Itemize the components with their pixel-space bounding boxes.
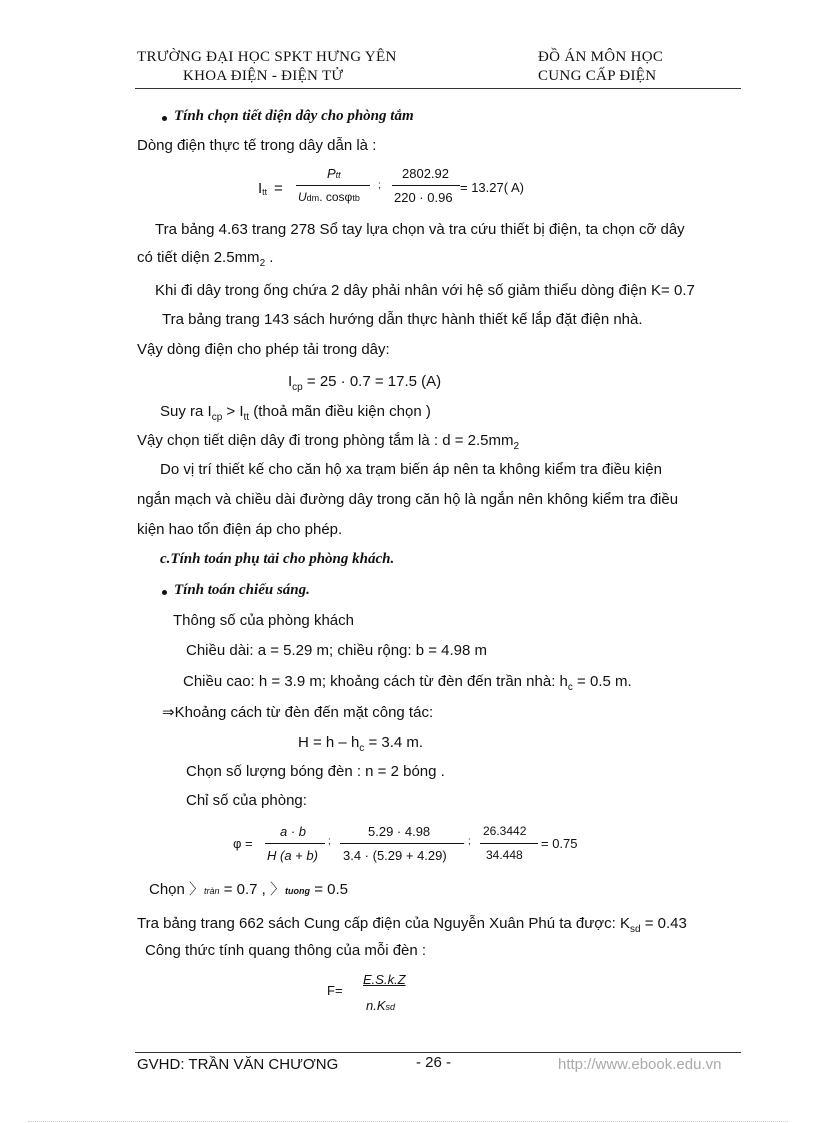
heading-lighting: Tính toán chiếu sáng.	[174, 582, 310, 598]
f1-result: = 13.27( A)	[460, 180, 524, 195]
text-length: Chiều dài: a = 5.29 m; chiều rộng: b = 4.98 m	[186, 642, 488, 659]
F-num: E.S.k.Z	[363, 972, 406, 987]
text-chon-rho: Chọn 〉tràn = 0.7 , 〉tuong = 0.5	[149, 881, 348, 898]
heading-living-room: c.Tính toán phụ tải cho phòng khách.	[160, 551, 395, 567]
footer-advisor: GVHD: TRẦN VĂN CHƯƠNG	[137, 1056, 339, 1073]
text-allow: Vậy dòng điện cho phép tải trong dây:	[137, 341, 390, 358]
header-rule	[135, 88, 741, 89]
text-table1: Tra bảng 4.63 trang 278 Sổ tay lựa chọn và tra cứu thiết bị điện, ta chọn cỡ dây	[155, 221, 685, 238]
phi-den2: 3.4 · (5.29 + 4.29)	[343, 848, 447, 863]
text-table2: Tra bảng trang 143 sách hướng dẫn thực hành thiết kế lắp đặt điện nhà.	[162, 311, 643, 328]
phi-fraction-line-1	[265, 843, 325, 844]
phi-fraction-line-3	[480, 843, 538, 844]
header-school: TRƯỜNG ĐẠI HỌC SPKT HƯNG YÊN	[137, 49, 397, 65]
page-edge-divider	[28, 1121, 788, 1122]
f1-sep: ;	[378, 180, 381, 191]
phi-result: = 0.75	[541, 836, 578, 851]
phi-sep2: ;	[468, 836, 471, 847]
formula-icp: $I_{cp} = 25 \cdot 0.7 = 17.5$ (A)	[288, 373, 442, 393]
f1-fraction-line-2	[392, 185, 460, 186]
phi-fraction-line-2	[340, 843, 464, 844]
f1-eq: =	[274, 180, 283, 197]
text-ksd: Tra bảng trang 662 sách Cung cấp điện của Nguyễn Xuân Phú ta được: $K_{sd} = 0.43$	[137, 915, 687, 935]
phi-den3: 34.448	[486, 848, 523, 862]
text-suy-ra: Suy ra $I_{cp} > I_{tt}$ (thoả mãn điều kiện chọn )	[160, 403, 431, 423]
bullet-icon	[162, 116, 167, 121]
footer-url: http://www.ebook.edu.vn	[558, 1056, 722, 1073]
text-distance: ⇒Khoảng cách từ đèn đến mặt công tác:	[162, 704, 434, 721]
footer-rule	[135, 1052, 741, 1053]
header-subject: CUNG CẤP ĐIỆN	[538, 68, 657, 84]
phi-sep1: ;	[328, 836, 331, 847]
text-pipe: Khi đi dây trong ống chứa 2 dây phải nhân với hệ số giảm thiểu dòng điện K= 0.7	[155, 282, 695, 299]
text-current: Dòng điện thực tế trong dây dẫn là :	[137, 137, 377, 154]
heading-bathroom: Tính chọn tiết diện dây cho phòng tắm	[174, 108, 414, 124]
phi-num2: 5.29 · 4.98	[368, 824, 431, 839]
phi-num1: a · b	[280, 824, 307, 839]
bullet-icon	[162, 590, 167, 595]
header-project: ĐỒ ÁN MÔN HỌC	[538, 49, 664, 65]
F-den: n.Ksd	[366, 998, 396, 1013]
text-loc3: kiện hao tổn điện áp cho phép.	[137, 521, 343, 538]
text-formula-intro: Công thức tính quang thông của mỗi đèn :	[145, 942, 427, 959]
text-params: Thông số của phòng khách	[173, 612, 354, 629]
page-number: - 26 -	[416, 1054, 452, 1071]
f1-num2: 2802.92	[402, 166, 449, 181]
f1-den2: 220 · 0.96	[394, 190, 453, 205]
formula-H: $H = h - h_c = 3.4$ m.	[298, 734, 424, 754]
text-loc1: Do vị trí thiết kế cho căn hộ xa trạm biến áp nên ta không kiểm tra điều kiện	[160, 461, 662, 478]
F-lhs: F=	[327, 983, 343, 998]
text-table1b: có tiết diện $2.5mm_2$ .	[137, 249, 274, 269]
text-choose: Vậy chọn tiết diện dây đi trong phòng tắm là : $d = 2.5mm_2$	[137, 432, 520, 452]
text-loc2: ngắn mạch và chiều dài đường dây trong căn hộ là ngắn nên không kiểm tra điều	[137, 491, 679, 508]
text-bulbs: Chọn số lượng bóng đèn : n = 2 bóng .	[186, 763, 445, 780]
f1-den: Udm. cosφtb	[298, 190, 360, 204]
f1-lhs: Itt	[258, 180, 268, 197]
phi-num3: 26.3442	[483, 824, 527, 838]
phi-den1: H (a + b)	[267, 848, 318, 863]
phi-lhs: φ =	[233, 836, 253, 851]
text-index: Chỉ số của phòng:	[186, 792, 307, 809]
f1-fraction-line	[296, 185, 370, 186]
text-height: Chiều cao: h = 3.9 m; khoảng cách từ đèn đến trần nhà: $h_c = 0.5$ m.	[183, 673, 632, 693]
f1-num: Ptt	[327, 166, 341, 181]
header-faculty: KHOA ĐIỆN - ĐIỆN TỬ	[183, 68, 344, 84]
